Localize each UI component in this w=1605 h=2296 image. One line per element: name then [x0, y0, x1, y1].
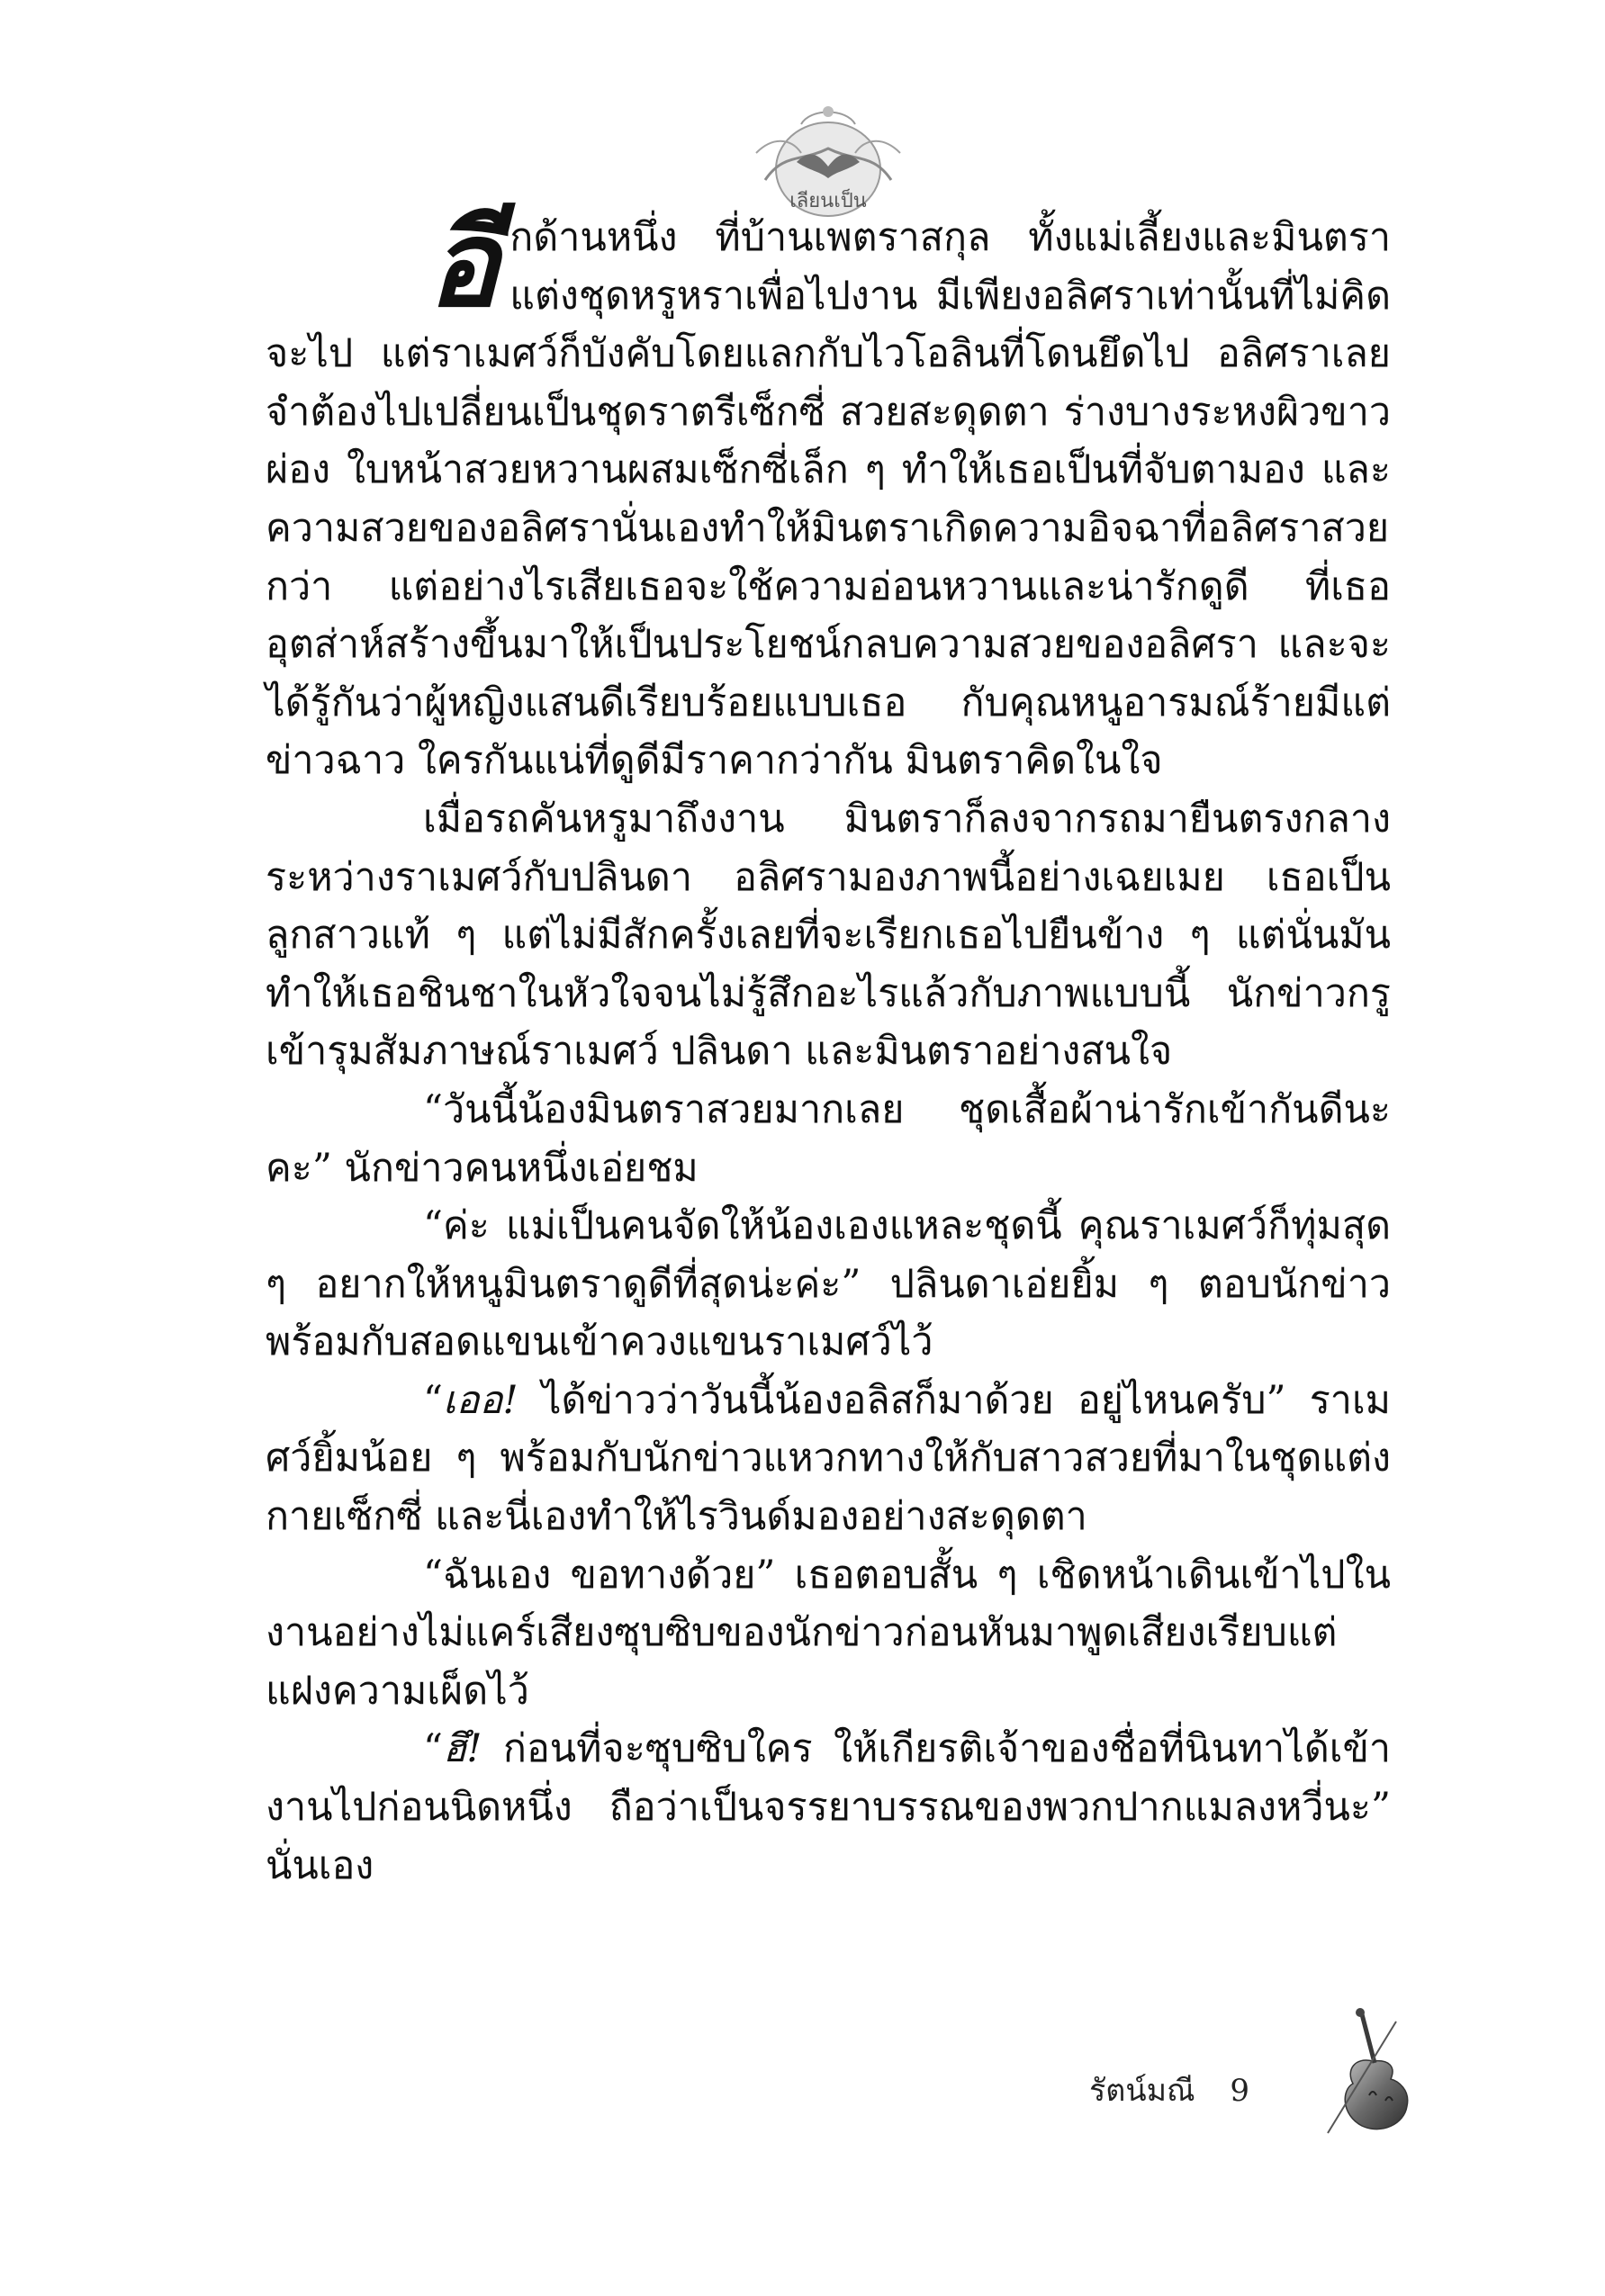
- interjection: เออ!: [442, 1377, 518, 1423]
- paragraph-4: “ค่ะ แม่เป็นคนจัดให้น้องเองแหละชุดนี้ คุณราเมศว์ก็ทุ่มสุด ๆ อยากให้หนูมินตราดูดีที่สุดน่ะค่ะ” ปลินดาเอ่ยยิ้ม ๆ ตอบนักข่าวพร้อมกับสอดแขนเข้าควงแขนราเมศว์ไว้: [266, 1203, 1391, 1365]
- quote-open: “: [423, 1726, 443, 1772]
- header-ornament-icon: [747, 99, 909, 225]
- interjection: ฮึ!: [442, 1726, 482, 1772]
- paragraph-5-text: ได้ข่าวว่าวันนี้น้องอลิสก็มาด้วย อยู่ไหนครับ” ราเมศว์ยิ้มน้อย ๆ พร้อมกับนักข่าวแหวกทางให้กับสาวสวยที่มาในชุดแต่งกายเซ็กซี่ และนี่เองทำให้ไรวินด์มองอย่างสะดุดตา: [266, 1377, 1391, 1540]
- paragraph-7-text: ก่อนที่จะซุบซิบใคร ให้เกียรติเจ้าของชื่อที่นินทาได้เข้างานไปก่อนนิดหนึ่ง ถือว่าเป็นจรรยาบรรณของพวกปากแมลงหวี่นะ” นั่นเอง: [266, 1726, 1391, 1888]
- ornament-label: เลียนเป็น: [789, 190, 867, 212]
- paragraph-2: เมื่อรถคันหรูมาถึงงาน มินตราก็ลงจากรถมายืนตรงกลางระหว่างราเมศว์กับปลินดา อลิศรามองภาพนี้อย่างเฉยเมย เธอเป็นลูกสาวแท้ ๆ แต่ไม่มีสักครั้งเลยที่จะเรียกเธอไปยืนข้าง ๆ แต่นั่นมันทำให้เธอชินชาในหัวใจจนไม่รู้สึกอะไรแล้วกับภาพแบบนี้ นักข่าวกรูเข้ารุมสัมภาษณ์ราเมศว์ ปลินดา และมินตราอย่างสนใจ: [266, 796, 1391, 1075]
- violin-icon: [1310, 2007, 1427, 2142]
- book-title: รัตน์มณี: [1089, 2073, 1195, 2109]
- paragraph-5: [266, 1372, 1391, 1546]
- drop-cap: อี: [428, 194, 500, 334]
- quote-open: “: [423, 1377, 443, 1423]
- paragraph-6: “ฉันเอง ขอทางด้วย” เธอตอบสั้น ๆ เชิดหน้าเดินเข้าไปในงานอย่างไม่แคร์เสียงซุบซิบของนักข่าวก่อนหันมาพูดเสียงเรียบแต่แฝงความเผ็ดไว้: [266, 1552, 1391, 1714]
- paragraph-1-text: กด้านหนึ่ง ที่บ้านเพตราสกุล ทั้งแม่เลี้ยงและมินตราแต่งชุดหรูหราเพื่อไปงาน มีเพียงอลิศราเท่านั้นที่ไม่คิดจะไป แต่ราเมศว์ก็บังคับโดยแลกกับไวโอลินที่โดนยึดไป อลิศราเลยจำต้องไปเปลี่ยนเป็นชุดราตรีเซ็กซี่ สวยสะดุดตา ร่างบางระหงผิวขาวผ่อง ใบหน้าสวยหวานผสมเซ็กซี่เล็ก ๆ ทำให้เธอเป็นที่จับตามอง และความสวยของอลิศรานั่นเองทำให้มินตราเกิดความอิจฉาที่อลิศราสวยกว่า แต่อย่างไรเสียเธอจะใช้ความอ่อนหวานและน่ารักดูดี ที่เธออุตส่าห์สร้างขึ้นมาให้เป็นประโยชน์กลบความสวยของอลิศรา และจะได้รู้กันว่าผู้หญิงแสนดีเรียบร้อยแบบเธอ กับคุณหนูอารมณ์ร้ายมีแต่ข่าวฉาว ใครกันแน่ที่ดูดีมีราคากว่ากัน มินตราคิดในใจ: [266, 215, 1391, 784]
- page-number: 9: [1230, 2073, 1249, 2109]
- page-footer: [1089, 2066, 1249, 2114]
- paragraph-3: “วันนี้น้องมินตราสวยมากเลย ชุดเสื้อผ้าน่ารักเข้ากันดีนะคะ” นักข่าวคนหนึ่งเอ่ยชม: [266, 1086, 1391, 1191]
- paragraph-7: [266, 1720, 1391, 1895]
